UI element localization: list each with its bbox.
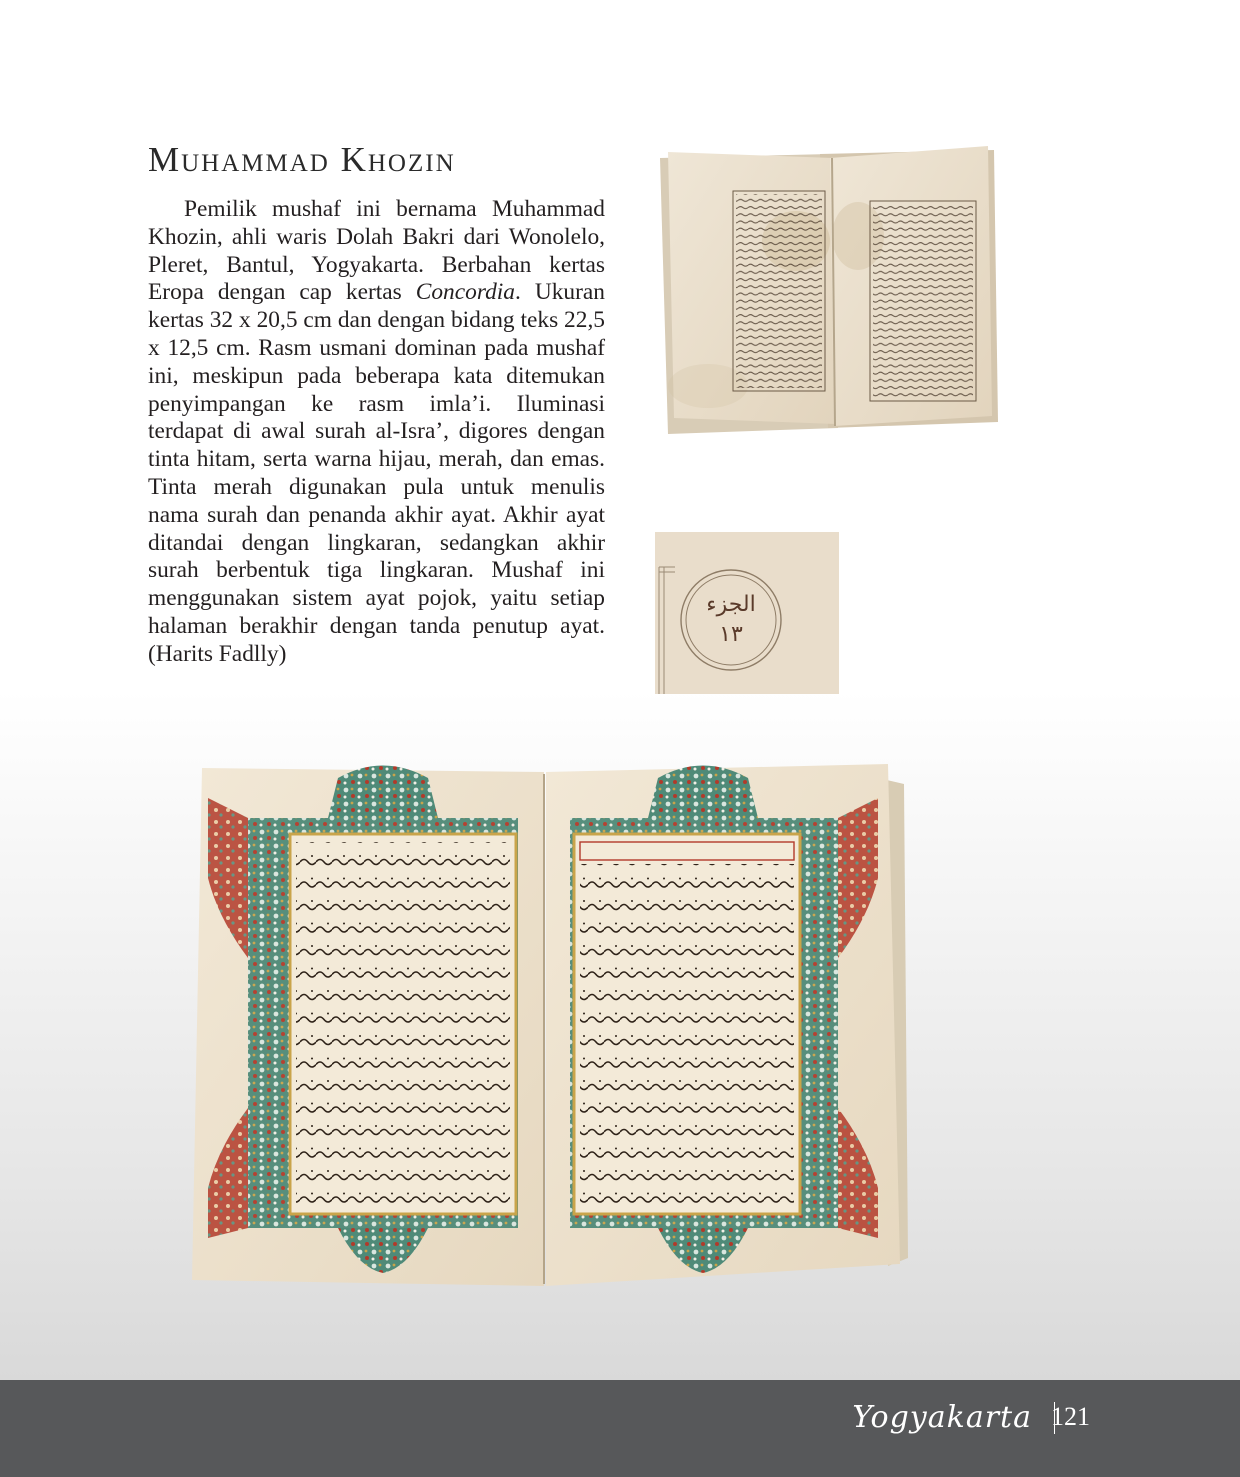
footer-region-name: Yogyakarta xyxy=(852,1400,1032,1435)
body-text-part-2: . Ukuran kertas 32 x 20,5 cm dan dengan bidang teks 22,5 x 12,5 cm. Rasm usmani dominan pada mushaf ini, meskipun pada beberapa kata ditemukan penyimpangan ke rasm imla’i. Iluminasi terdapat di awal surah al-Isra’, digores dengan tinta hitam, serta warna hijau, merah, dan emas. Tinta merah digunakan pula untuk menulis nama surah dan penanda akhir ayat. Akhir ayat ditandai dengan lingkaran, sedangkan akhir surah berbentuk tiga lingkaran. Mushaf ini menggunakan sistem ayat pojok, yaitu setiap halaman berakhir dengan tanda penutup ayat. (Harits Fadlly) xyxy=(148,279,605,667)
paper-watermark-term: Concordia xyxy=(415,279,515,306)
body-text-part-1: Pemilik mushaf ini bernama Muhammad Khozin, ahli waris Dolah Bakri dari Wonolelo, Pleret, Bantul, Yogyakarta. Berbahan kertas Eropa dengan cap kertas xyxy=(148,196,605,306)
juz-marker-circle-photo xyxy=(655,532,839,694)
illuminated-manuscript-photo xyxy=(188,758,910,1290)
page-number: 121 xyxy=(1051,1402,1090,1431)
article-title: Muhammad Khozin xyxy=(148,140,456,179)
footer-bar xyxy=(0,1380,1240,1477)
article-body xyxy=(148,196,605,669)
open-manuscript-photo xyxy=(648,146,1000,436)
marker-juz-label: الجزء xyxy=(706,592,756,617)
marker-juz-number: ١٣ xyxy=(719,622,743,647)
